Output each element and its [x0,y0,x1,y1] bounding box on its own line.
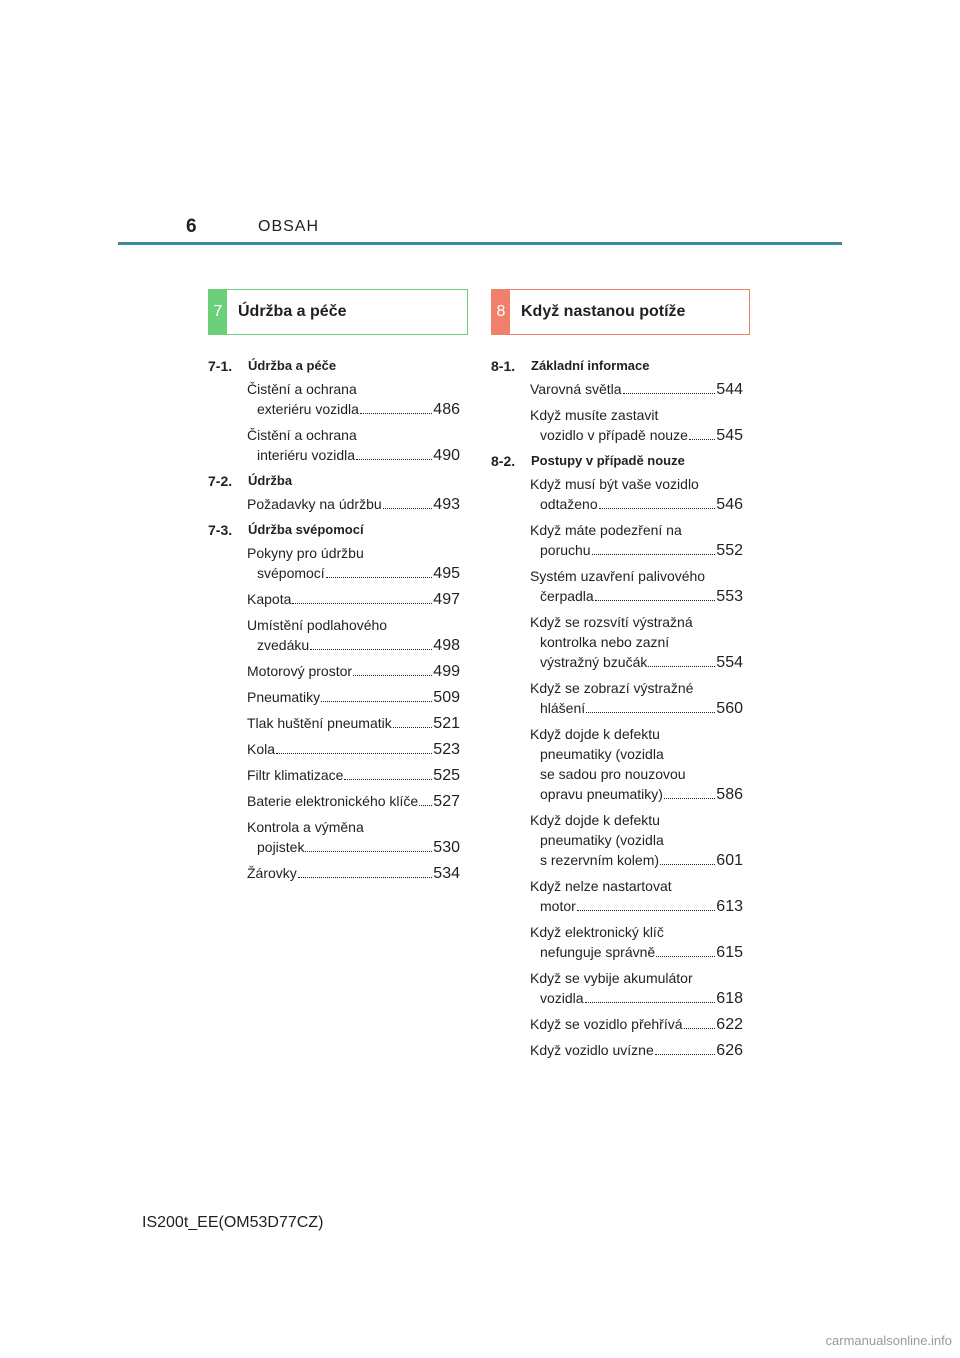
toc-entry-last-line [247,765,460,786]
toc-entry-text: Když se vozidlo přehřívá [530,1016,683,1032]
page-reference: 615 [716,944,743,961]
dot-leader [419,804,432,806]
toc-entry-last-line [530,784,743,805]
page-header [0,212,960,248]
toc-entry-text: Čistění a ochrana [247,381,357,397]
toc-entry-text: vozidla [540,990,584,1006]
chapter-number: 7-1. [208,358,233,374]
page-reference: 530 [433,839,460,856]
toc-entry-last-line [247,837,460,858]
chapter-title: Údržba [248,473,293,488]
toc-entry-text: Když dojde k defektu [530,812,660,828]
page-reference: 486 [433,401,460,418]
dot-leader [586,711,715,713]
toc-entry[interactable] [247,765,460,786]
page-reference: 499 [433,663,460,680]
toc-entry-text: Systém uzavření palivového [530,568,706,584]
dot-leader [595,599,716,601]
page-reference: 525 [433,767,460,784]
dot-leader [648,665,715,667]
page-reference: 626 [716,1042,743,1059]
chapter-heading[interactable] [491,451,743,471]
page-reference: 544 [716,381,743,398]
toc-entry[interactable] [530,968,743,1009]
dot-leader [353,674,432,676]
toc-entry-text: Kapota [247,591,292,607]
toc-entry-text: pneumatiky (vozidla [540,746,664,762]
toc-entry-text: Když musíte zastavit [530,407,659,423]
toc-entry[interactable] [247,661,460,682]
toc-entry[interactable] [530,520,743,561]
page-reference: 490 [433,447,460,464]
dot-leader [383,507,433,509]
chapter-heading[interactable] [208,520,460,540]
toc-entry-text: Kontrola a výměna [247,819,364,835]
toc-entry-text: Umístění podlahového [247,617,388,633]
toc-entry-text: Když se vybije akumulátor [530,970,693,986]
toc-entry[interactable] [247,379,460,420]
chapter-number: 7-3. [208,522,233,538]
toc-entry[interactable] [530,1040,743,1061]
section-number: 8 [492,290,510,334]
page-reference: 495 [433,565,460,582]
dot-leader [684,1027,716,1029]
dot-leader [660,863,715,865]
toc-entry-last-line [530,698,743,719]
toc-entry[interactable] [247,494,460,515]
chapter-title: Základní informace [531,358,650,373]
toc-entry-text: interiéru vozidla [257,447,356,463]
toc-entry[interactable] [530,1014,743,1035]
dot-leader [592,553,716,555]
section-8-header[interactable] [491,289,750,335]
toc-entry-text: Když musí být vaše vozidlo [530,476,699,492]
page-reference: 509 [433,689,460,706]
toc-entry-last-line [530,540,743,561]
toc-entry-last-line [530,896,743,917]
chapter-title: Postupy v případě nouze [531,453,685,468]
toc-entry-last-line [530,942,743,963]
chapter-number: 7-2. [208,473,233,489]
toc-entry-text: vozidlo v případě nouze [540,427,688,443]
section-number: 7 [209,290,227,334]
toc-entry-last-line [247,739,460,760]
dot-leader [344,778,432,780]
toc-entry[interactable] [247,687,460,708]
toc-entry[interactable] [530,379,743,400]
chapter-title: Údržba svépomocí [248,522,364,537]
toc-entry[interactable] [247,615,460,656]
toc-entry-text: motor [540,898,576,914]
toc-entry-last-line [530,988,743,1009]
toc-entry[interactable] [530,566,743,607]
toc-entry[interactable] [530,876,743,917]
toc-entry-last-line [247,863,460,884]
section-7-header[interactable] [208,289,468,335]
toc-entry-text: Kola [247,741,276,757]
toc-entry-text: Pokyny pro údržbu [247,545,364,561]
chapter-title: Údržba a péče [248,358,337,373]
model-code: IS200t_EE(OM53D77CZ) [142,1214,324,1231]
toc-entry[interactable] [247,543,460,584]
dot-leader [599,507,716,509]
page-reference: 497 [433,591,460,608]
page-reference: 546 [716,496,743,513]
header-rule [118,242,842,245]
toc-entry-text: Když se rozsvítí výstražná [530,614,693,630]
page-reference: 552 [716,542,743,559]
toc-entry-text: odtaženo [540,496,598,512]
toc-entry[interactable] [247,791,460,812]
page-reference: 560 [716,700,743,717]
section-title: Když nastanou potíže [521,303,686,320]
chapter-heading[interactable] [208,356,460,376]
page-reference: 498 [433,637,460,654]
toc-entry-text: exteriéru vozidla [257,401,359,417]
toc-entry-text: Když elektronický klíč [530,924,664,940]
chapter-number: 8-2. [491,453,516,469]
dot-leader [623,392,716,394]
toc-entry-last-line [530,379,743,400]
toc-entry-text: Když nelze nastartovat [530,878,672,894]
toc-entry-text: Varovná světla [530,381,622,397]
section-title: Údržba a péče [238,303,347,320]
dot-leader [689,438,715,440]
dot-leader [292,602,432,604]
toc-entry-text: Když se zobrazí výstražné [530,680,694,696]
toc-entry-text: Když dojde k defektu [530,726,660,742]
dot-leader [360,412,432,414]
page-reference: 545 [716,427,743,444]
dot-leader [655,1053,716,1055]
dot-leader [656,955,715,957]
toc-entry-text: Požadavky na údržbu [247,496,382,512]
toc-entry-last-line [247,791,460,812]
toc-entry-text: pneumatiky (vozidla [540,832,664,848]
toc-entry-last-line [530,850,743,871]
toc-entry-last-line [530,1014,743,1035]
toc-column-section-7 [208,352,460,889]
page-reference: 521 [433,715,460,732]
toc-entry-text: Žárovky [247,865,297,881]
dot-leader [310,648,432,650]
toc-entry-last-line [247,563,460,584]
chapter-number: 8-1. [491,358,516,374]
toc-entry-last-line [247,494,460,515]
page-reference: 534 [433,865,460,882]
page-number: 6 [186,216,197,237]
toc-entry-text: čerpadla [540,588,594,604]
toc-entry-text: Když máte podezření na [530,522,682,538]
toc-entry[interactable] [530,474,743,515]
toc-entry-text: Čistění a ochrana [247,427,357,443]
page-reference: 527 [433,793,460,810]
toc-entry[interactable] [530,678,743,719]
toc-entry-text: nefunguje správně [540,944,656,960]
dot-leader [393,726,433,728]
toc-entry-last-line [247,445,460,466]
toc-entry-text: Když vozidlo uvízne [530,1042,654,1058]
toc-entry-last-line [247,661,460,682]
toc-entry-last-line [530,425,743,446]
toc-entry-text: zvedáku [257,637,310,653]
toc-entry[interactable] [247,713,460,734]
chapter-heading[interactable] [208,471,460,491]
page-reference: 554 [716,654,743,671]
toc-entry[interactable] [530,810,743,871]
toc-entry-text: Tlak huštění pneumatik [247,715,392,731]
page-reference: 586 [716,786,743,803]
page-reference: 622 [716,1016,743,1033]
dot-leader [276,752,432,754]
toc-entry-last-line [247,687,460,708]
toc-entry-text: hlášení [540,700,586,716]
page-reference: 523 [433,741,460,758]
toc-entry[interactable] [530,405,743,446]
chapter-heading[interactable] [491,356,743,376]
dot-leader [326,576,433,578]
toc-entry[interactable] [530,922,743,963]
toc-entry-last-line [247,635,460,656]
toc-entry[interactable] [247,863,460,884]
toc-entry-text: s rezervním kolem) [540,852,660,868]
toc-entry[interactable] [530,612,743,673]
dot-leader [585,1001,716,1003]
toc-entry-text: Filtr klimatizace [247,767,344,783]
page-reference: 613 [716,898,743,915]
dot-leader [298,876,433,878]
page-reference: 618 [716,990,743,1007]
toc-entry-last-line [247,589,460,610]
toc-entry-text: výstražný bzučák [540,654,648,670]
toc-entry-text: opravu pneumatiky) [540,786,663,802]
dot-leader [321,700,432,702]
dot-leader [577,909,716,911]
page-reference: 553 [716,588,743,605]
toc-entry[interactable] [247,817,460,858]
toc-entry-text: Baterie elektronického klíče [247,793,419,809]
page-title: OBSAH [258,218,320,235]
toc-entry-last-line [247,399,460,420]
toc-entry-last-line [530,586,743,607]
dot-leader [664,797,715,799]
toc-entry[interactable] [247,425,460,466]
toc-entry[interactable] [247,739,460,760]
dot-leader [356,458,432,460]
toc-entry-last-line [530,652,743,673]
toc-entry-text: poruchu [540,542,591,558]
toc-column-section-8 [491,352,743,1066]
toc-entry-text: kontrolka nebo zazní [540,634,670,650]
toc-entry-text: se sadou pro nouzovou [540,766,686,782]
toc-entry[interactable] [247,589,460,610]
toc-entry-last-line [247,713,460,734]
toc-entry-text: Motorový prostor [247,663,353,679]
toc-entry-text: svépomocí [257,565,325,581]
page-reference: 601 [716,852,743,869]
watermark: carmanualsonline.info [825,1333,952,1348]
toc-entry-text: Pneumatiky [247,689,321,705]
dot-leader [305,850,432,852]
toc-entry-text: pojistek [257,839,305,855]
toc-entry-last-line [530,1040,743,1061]
page-reference: 493 [433,496,460,513]
toc-entry-last-line [530,494,743,515]
toc-entry[interactable] [530,724,743,805]
